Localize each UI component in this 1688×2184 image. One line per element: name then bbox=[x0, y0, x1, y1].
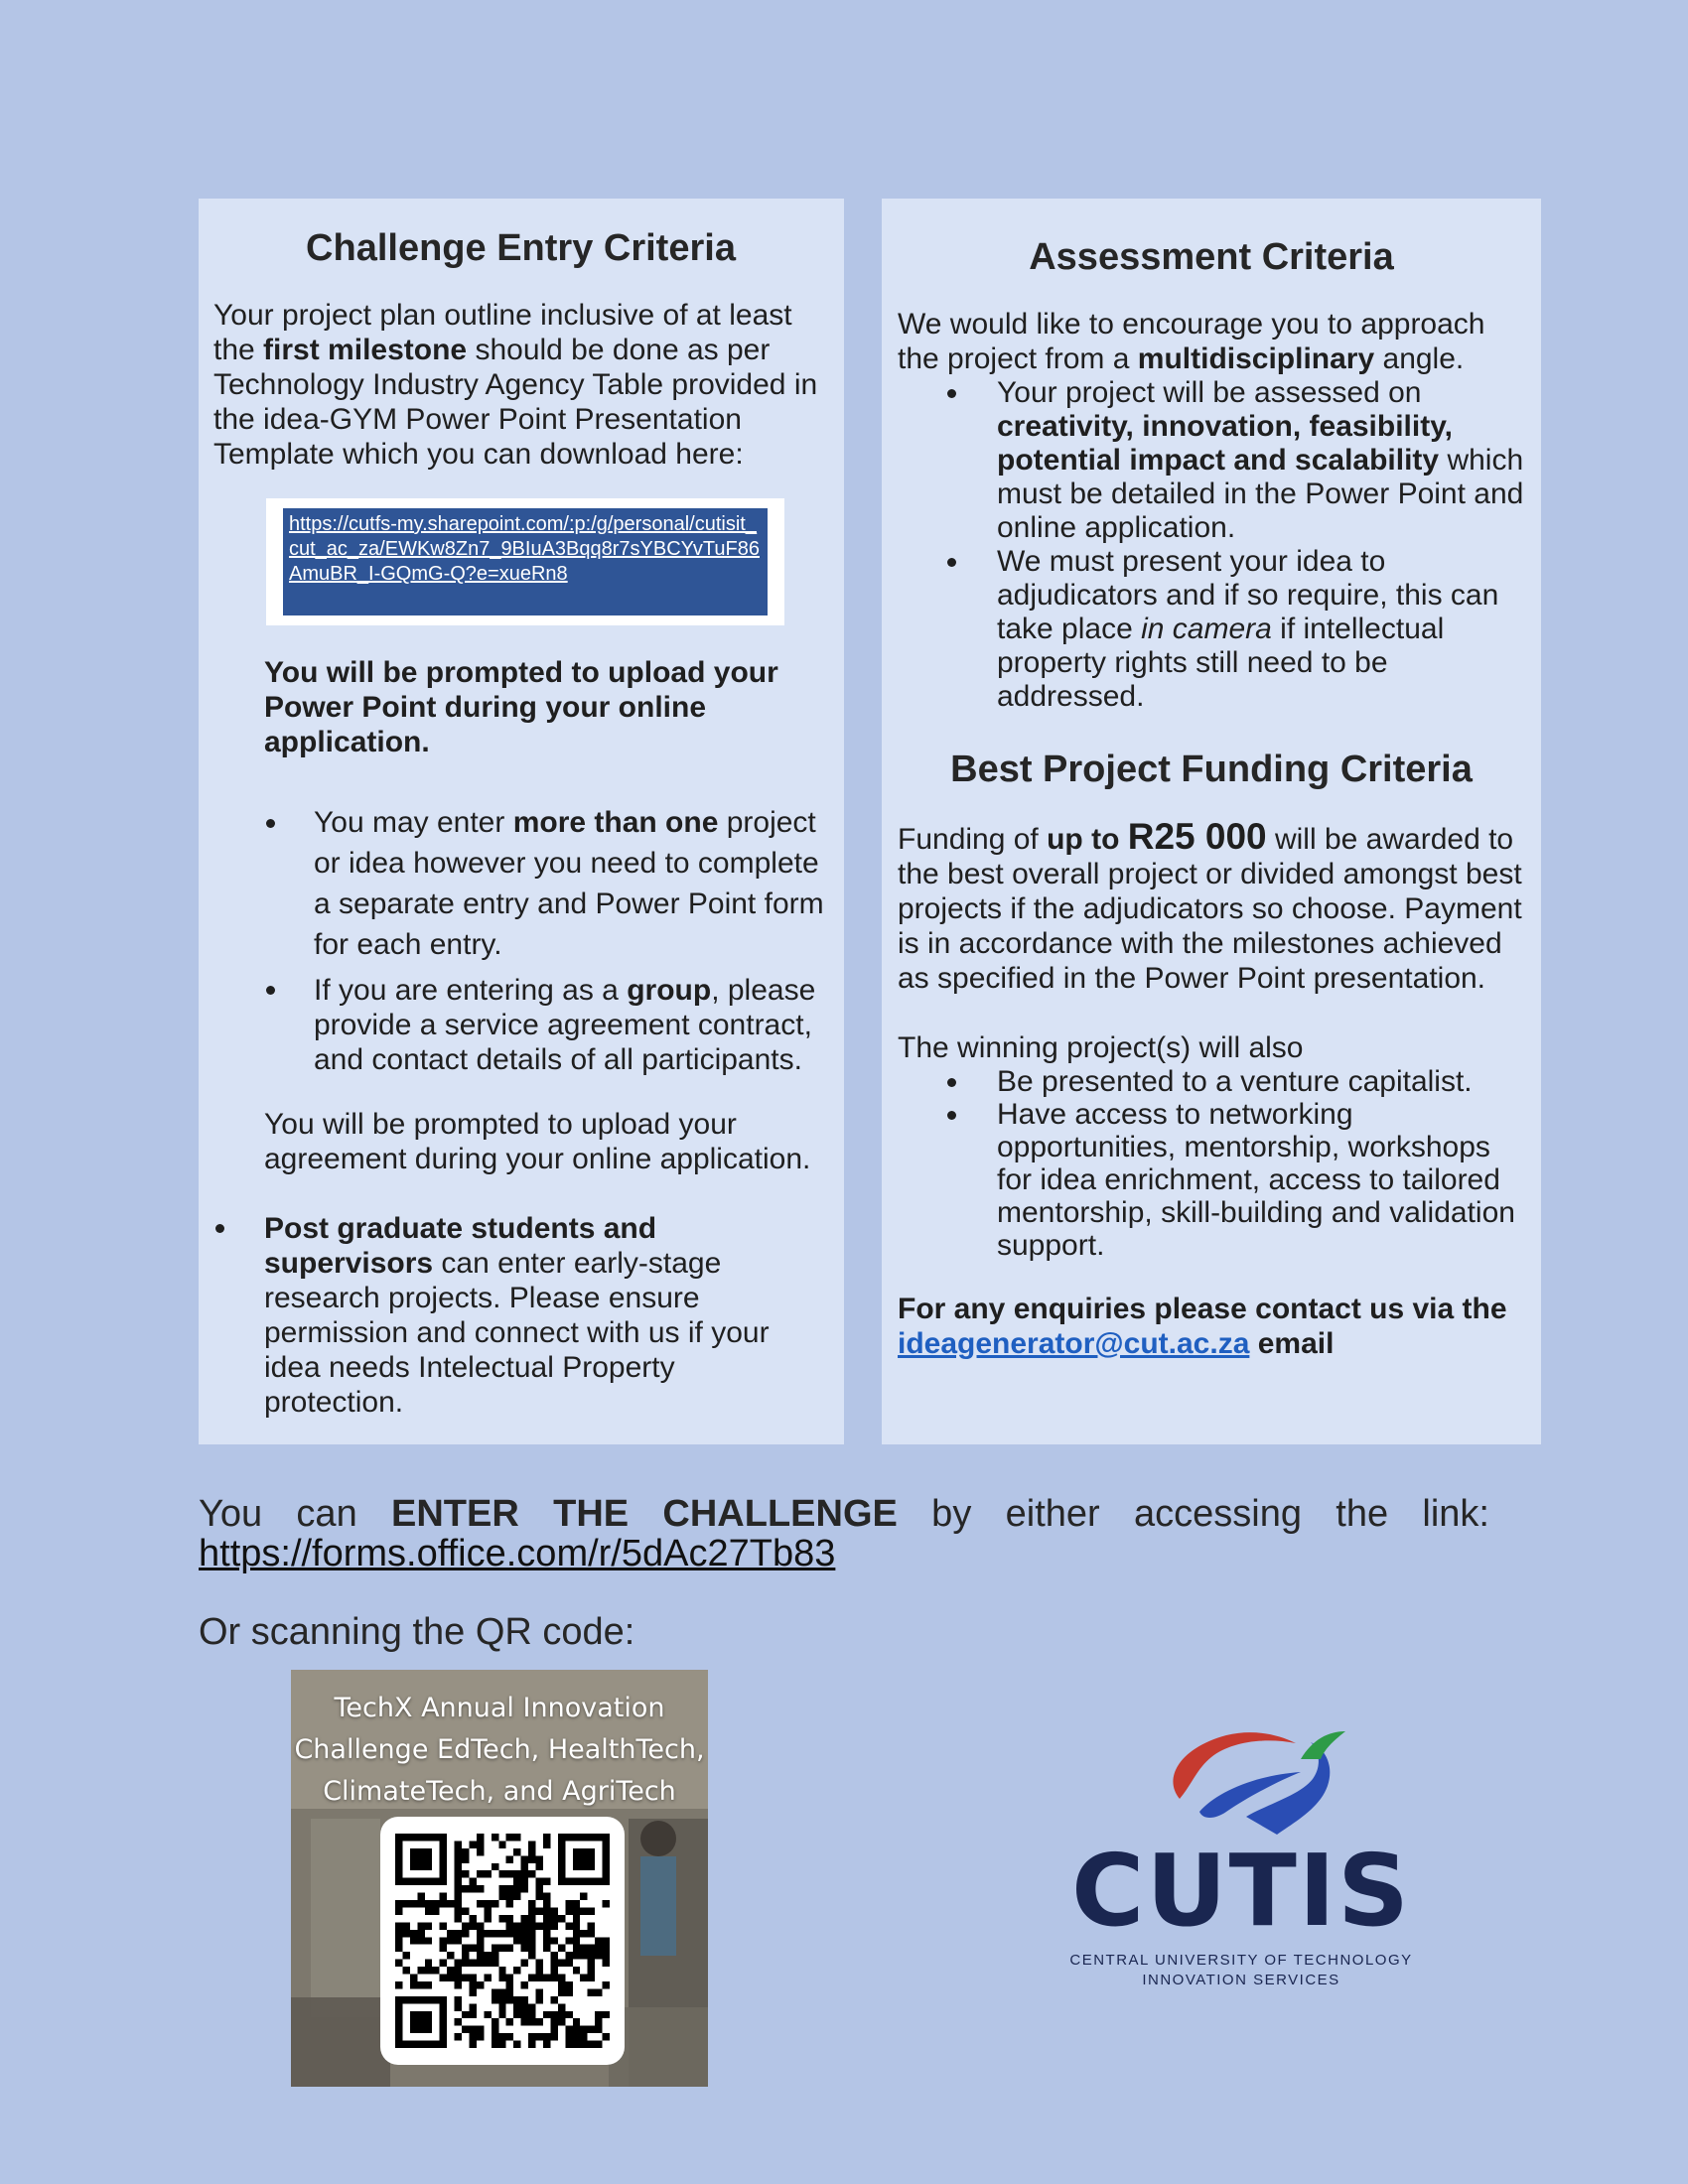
winning-intro: The winning project(s) will also bbox=[898, 1031, 1304, 1064]
assessment-criteria-panel bbox=[882, 199, 1541, 1444]
cutis-subtitle-line1: CENTRAL UNIVERSITY OF TECHNOLOGY bbox=[1069, 1952, 1413, 1969]
bullet-icon bbox=[266, 986, 275, 995]
assessment-bullet-list bbox=[898, 376, 1525, 714]
bullet-icon bbox=[266, 819, 275, 828]
entry-criteria-panel bbox=[199, 199, 844, 1444]
bullet-icon bbox=[215, 1224, 224, 1233]
postgrad-list bbox=[213, 1211, 809, 1420]
assessment-intro-text: We would like to encourage you to approach the project from a multidisciplinary angle. bbox=[898, 308, 1485, 375]
bullet-icon bbox=[947, 1111, 956, 1120]
cutis-wordmark: CUTIS bbox=[1070, 1833, 1412, 1949]
qr-card-title: TechX Annual Innovation Challenge EdTech, HealthTech, ClimateTech, and AgriTech bbox=[294, 1693, 705, 1807]
bullet-icon bbox=[947, 389, 956, 398]
cutis-swoosh-icon bbox=[1053, 1717, 1430, 1846]
upload-powerpoint-prompt: You will be prompted to upload your Power Point during your online application. bbox=[264, 656, 778, 758]
winning-bullet-list bbox=[898, 1065, 1525, 1262]
template-download-link[interactable]: https://cutfs-my.sharepoint.com/:p:/g/personal/cutisit_cut_ac_za/EWKw8Zn7_9BIuA3Bqq8r7sYBCYvTuF86AmuBR_I-GQmG-Q?e=xueRn8 bbox=[283, 508, 768, 615]
contact-email-link[interactable]: ideagenerator@cut.ac.za bbox=[898, 1327, 1250, 1360]
entry-intro-text: Your project plan outline inclusive of at least the first milestone should be done as per Technology Industry Agency Table provided in the idea-GYM Power Point Presentation Template which you can download here: bbox=[213, 299, 818, 471]
entry-form-link[interactable]: https://forms.office.com/r/5dAc27Tb83 bbox=[199, 1533, 836, 1574]
cutis-logo bbox=[1053, 1717, 1430, 1995]
assessment-criteria-title: Assessment Criteria bbox=[1029, 236, 1394, 278]
qr-code-frame bbox=[380, 1817, 625, 2065]
bullet-icon bbox=[947, 1078, 956, 1087]
qr-code-card bbox=[291, 1670, 708, 2087]
bullet-icon bbox=[947, 558, 956, 567]
qr-prompt-text: Or scanning the QR code: bbox=[199, 1611, 635, 1653]
list-item: Have access to networking opportunities, mentorship, workshops for idea enrichment, access to tailored mentorship, skill-building and validation support. bbox=[898, 1098, 1525, 1262]
funding-text: Funding of up to R25 000 will be awarded to the best overall project or divided amongst best projects if the adjudicators so choose. Payment is in accordance with the milestones achieved as specified in the Power Point presentation. bbox=[898, 816, 1522, 995]
list-item: Be presented to a venture capitalist. bbox=[898, 1065, 1525, 1098]
list-item: You may enter more than one project or idea however you need to complete a separate entry and Power Point form for each entry. bbox=[264, 802, 830, 965]
cutis-subtitle-line2: INNOVATION SERVICES bbox=[1142, 1972, 1340, 1988]
contact-text: For any enquiries please contact us via the ideagenerator@cut.ac.za email bbox=[898, 1293, 1507, 1360]
enter-challenge-text: You can ENTER THE CHALLENGE by either accessing the link: bbox=[199, 1493, 1489, 1535]
entry-bullet-list bbox=[264, 802, 830, 1077]
list-item: We must present your idea to adjudicators and if so require, this can take place in camera if intellectual property rights still need to be addressed. bbox=[898, 545, 1525, 714]
template-link-box bbox=[266, 498, 784, 625]
entry-criteria-title: Challenge Entry Criteria bbox=[306, 227, 736, 269]
qr-code-icon[interactable] bbox=[395, 1834, 610, 2048]
list-item: Post graduate students and supervisors can enter early-stage research projects. Please ensure permission and connect with us if your idea needs Intelectual Property protection. bbox=[213, 1211, 809, 1420]
funding-criteria-title: Best Project Funding Criteria bbox=[950, 749, 1473, 790]
upload-agreement-prompt: You will be prompted to upload your agreement during your online application. bbox=[264, 1108, 811, 1175]
list-item: Your project will be assessed on creativity, innovation, feasibility, potential impact and scalability which must be detailed in the Power Point and online application. bbox=[898, 376, 1525, 545]
list-item: If you are entering as a group, please provide a service agreement contract, and contact details of all participants. bbox=[264, 973, 830, 1077]
